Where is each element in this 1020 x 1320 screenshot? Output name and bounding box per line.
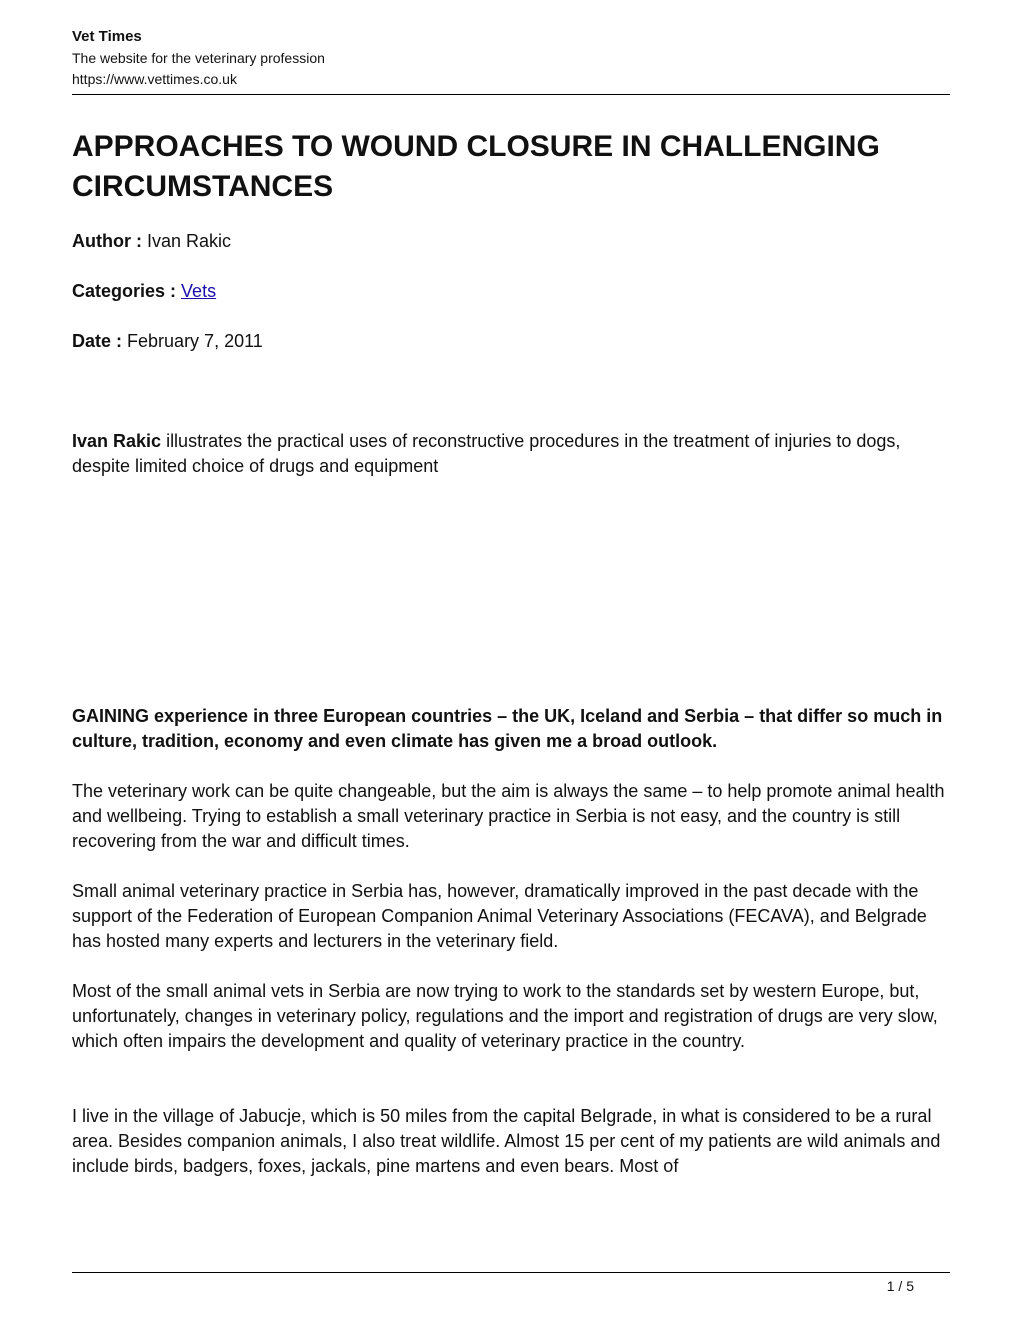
categories-label: Categories : (72, 281, 177, 301)
author-name: Ivan Rakic (147, 231, 232, 251)
body-paragraph: The veterinary work can be quite changeable, but the aim is always the same – to help promote animal health and wellbeing. Trying to establish a small veterinary practice in Serbia is not easy, and the country is still recovering from the war and difficult times. (72, 781, 945, 851)
standfirst (72, 429, 950, 479)
body-paragraph: I live in the village of Jabucje, which is 50 miles from the capital Belgrade, in what is considered to be a rural area. Besides companion animals, I also treat wildlife. Almost 15 per cent of my patients are wild animals and include birds, badgers, foxes, jackals, pine martens and even bears. Most of (72, 1106, 941, 1176)
article-title: APPROACHES TO WOUND CLOSURE IN CHALLENGING CIRCUMSTANCES (72, 130, 880, 203)
categories-row (72, 279, 216, 303)
page-number: 1 / 5 (886, 1278, 914, 1294)
body-paragraph: Most of the small animal vets in Serbia are now trying to work to the standards set by western Europe, but, unfortunately, changes in veterinary policy, regulations and the import and registration of drugs are very slow, which often impairs the development and quality of veterinary practice in the country. (72, 981, 938, 1051)
article-date: February 7, 2011 (127, 331, 263, 351)
standfirst-text: illustrates the practical uses of reconstructive procedures in the treatment of injuries to dogs, despite limited choice of drugs and equipment (72, 431, 901, 476)
category-link-vets[interactable]: Vets (181, 281, 217, 301)
site-url[interactable]: https://www.vettimes.co.uk (72, 71, 237, 87)
site-header (72, 27, 950, 95)
date-row (72, 329, 263, 353)
standfirst-author: Ivan Rakic (72, 431, 162, 451)
date-label: Date : (72, 331, 123, 351)
lead-paragraph: GAINING experience in three European countries – the UK, Iceland and Serbia – that differ so much in culture, tradition, economy and even climate has given me a broad outlook. (72, 706, 943, 751)
footer-divider (72, 1272, 950, 1273)
document-page (72, 0, 950, 1320)
site-name: Vet Times (72, 28, 142, 45)
author-label: Author : (72, 231, 142, 251)
author-row (72, 229, 231, 253)
site-tagline: The website for the veterinary profession (72, 50, 325, 66)
body-paragraph: Small animal veterinary practice in Serbia has, however, dramatically improved in the past decade with the support of the Federation of European Companion Animal Veterinary Associations (FECAVA), and Belgrade has hosted many experts and lecturers in the veterinary field. (72, 881, 927, 951)
